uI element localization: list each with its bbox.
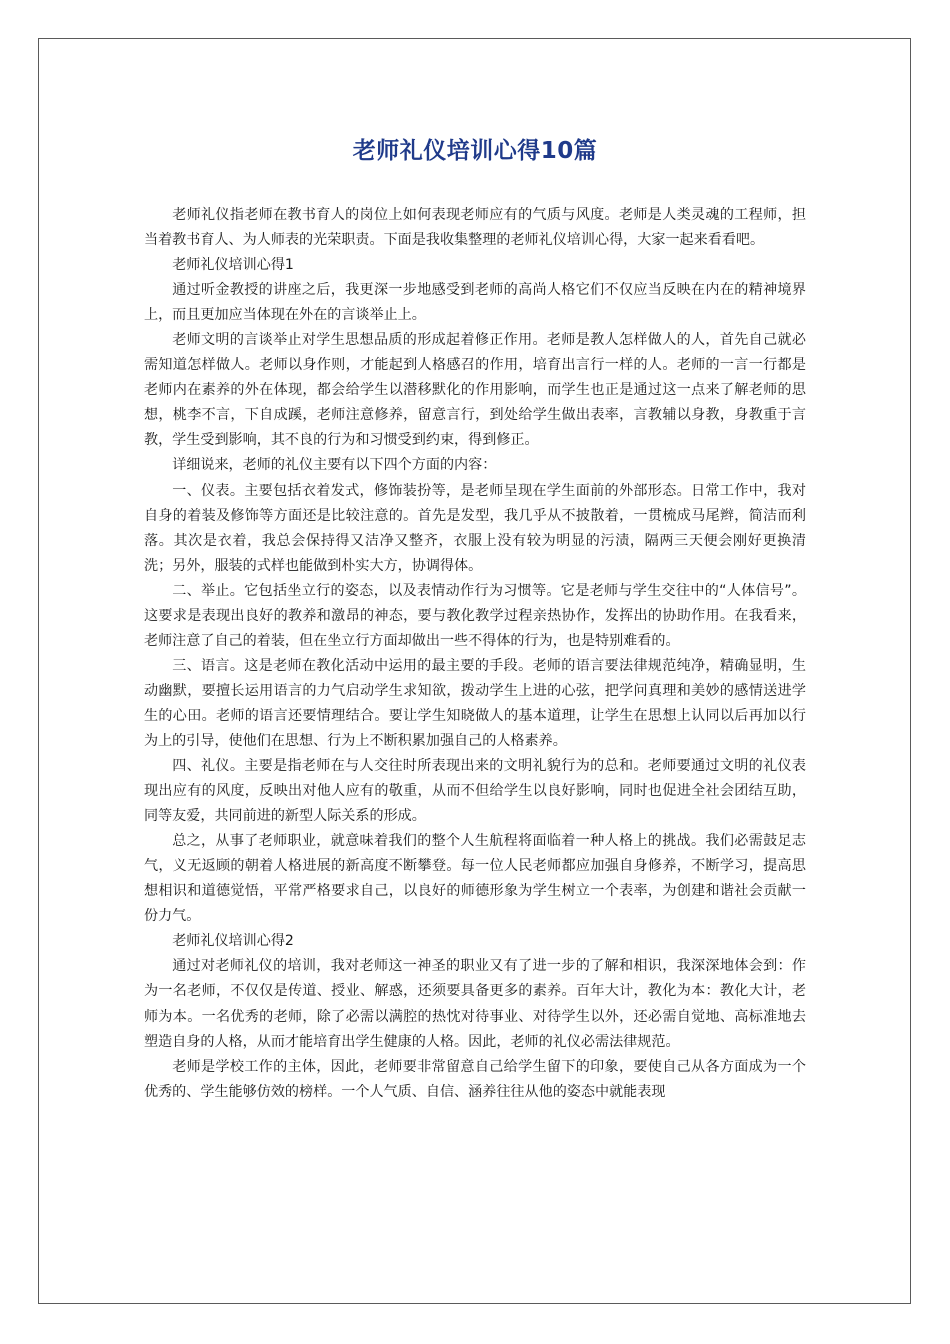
section-heading-1: 老师礼仪培训心得1 (172, 257, 294, 274)
body-paragraph-appearance: 一、仪表。主要包括衣着发式，修饰装扮等，是老师呈现在学生面前的外部形态。日常工作中，我对自身的着装及修饰等方面还是比较注意的。首先是发型，我几乎从不披散着，一贯梳成马尾辫，简洁而利落。其次是衣着，我总会保持得又洁净又整齐，衣服上没有较为明显的污渍，隔两三天便会刚好更换清洗；另外，服装的式样也能做到朴实大方，协调得体。 (144, 482, 806, 574)
body-paragraph: 老师文明的言谈举止对学生思想品质的形成起着修正作用。老师是教人怎样做人的人，首先自己就必需知道怎样做人。老师以身作则，才能起到人格感召的作用，培育出言行一样的人。老师的一言一行都是老师内在素养的外在体现，都会给学生以潜移默化的作用影响，而学生也正是通过这一点来了解老师的思想，桃李不言，下自成蹊，老师注意修养，留意言行，到处给学生做出表率，言教辅以身教，身教重于言教，学生受到影响，其不良的行为和习惯受到约束，得到修正。 (144, 332, 806, 449)
document-body (144, 203, 806, 1105)
body-paragraph-etiquette: 四、礼仪。主要是指老师在与人交往时所表现出来的文明礼貌行为的总和。老师要通过文明的礼仪表现出应有的风度，反映出对他人应有的敬重，从而不但给学生以良好影响，同时也促进全社会团结互助，同等友爱，共同前进的新型人际关系的形成。 (144, 758, 806, 825)
body-paragraph-language: 三、语言。这是老师在教化活动中运用的最主要的手段。老师的语言要法律规范纯净，精确显明，生动幽默，要擅长运用语言的力气启动学生求知欲，拨动学生上进的心弦，把学问真理和美妙的感情送进学生的心田。老师的语言还要情理结合。要让学生知晓做人的基本道理，让学生在思想上认同以后再加以行为上的引导，使他们在思想、行为上不断积累加强自己的人格素养。 (144, 657, 806, 749)
body-paragraph: 通过对老师礼仪的培训，我对老师这一神圣的职业又有了进一步的了解和相识，我深深地体会到：作为一名老师，不仅仅是传道、授业、解惑，还须要具备更多的素养。百年大计，教化为本：教化大计，老师为本。一名优秀的老师，除了必需以满腔的热忱对待事业、对待学生以外，还必需自觉地、高标准地去塑造自身的人格，从而才能培育出学生健康的人格。因此，老师的礼仪必需法律规范。 (144, 958, 806, 1050)
body-paragraph-behavior: 二、举止。它包括坐立行的姿态，以及表情动作行为习惯等。它是老师与学生交往中的“人体信号”。这要求是表现出良好的教养和激昂的神态，要与教化教学过程亲热协作，发挥出的协助作用。在我看来，老师注意了自己的着装，但在坐立行方面却做出一些不得体的行为，也是特别难看的。 (144, 582, 806, 649)
body-paragraph: 通过听金教授的讲座之后，我更深一步地感受到老师的高尚人格它们不仅应当反映在内在的精神境界上，而且更加应当体现在外在的言谈举止上。 (144, 282, 806, 324)
body-paragraph: 详细说来，老师的礼仪主要有以下四个方面的内容： (172, 457, 497, 474)
intro-paragraph: 老师礼仪指老师在教书育人的岗位上如何表现老师应有的气质与风度。老师是人类灵魂的工程师，担当着教书育人、为人师表的光荣职责。下面是我收集整理的老师礼仪培训心得，大家一起来看看吧。 (144, 207, 806, 249)
body-paragraph: 老师是学校工作的主体，因此，老师要非常留意自己给学生留下的印象，要使自己从各方面成为一个优秀的、学生能够仿效的榜样。一个人气质、自信、涵养往往从他的姿态中就能表现 (144, 1058, 806, 1100)
body-paragraph-summary: 总之，从事了老师职业，就意味着我们的整个人生航程将面临着一种人格上的挑战。我们必需鼓足志气，义无返顾的朝着人格进展的新高度不断攀登。每一位人民老师都应加强自身修养，不断学习，提高思想相识和道德觉悟，平常严格要求自己，以良好的师德形象为学生树立一个表率，为创建和谐社会贡献一份力气。 (144, 833, 806, 925)
page-title: 老师礼仪培训心得10篇 (352, 138, 598, 164)
section-heading-2: 老师礼仪培训心得2 (172, 933, 294, 950)
